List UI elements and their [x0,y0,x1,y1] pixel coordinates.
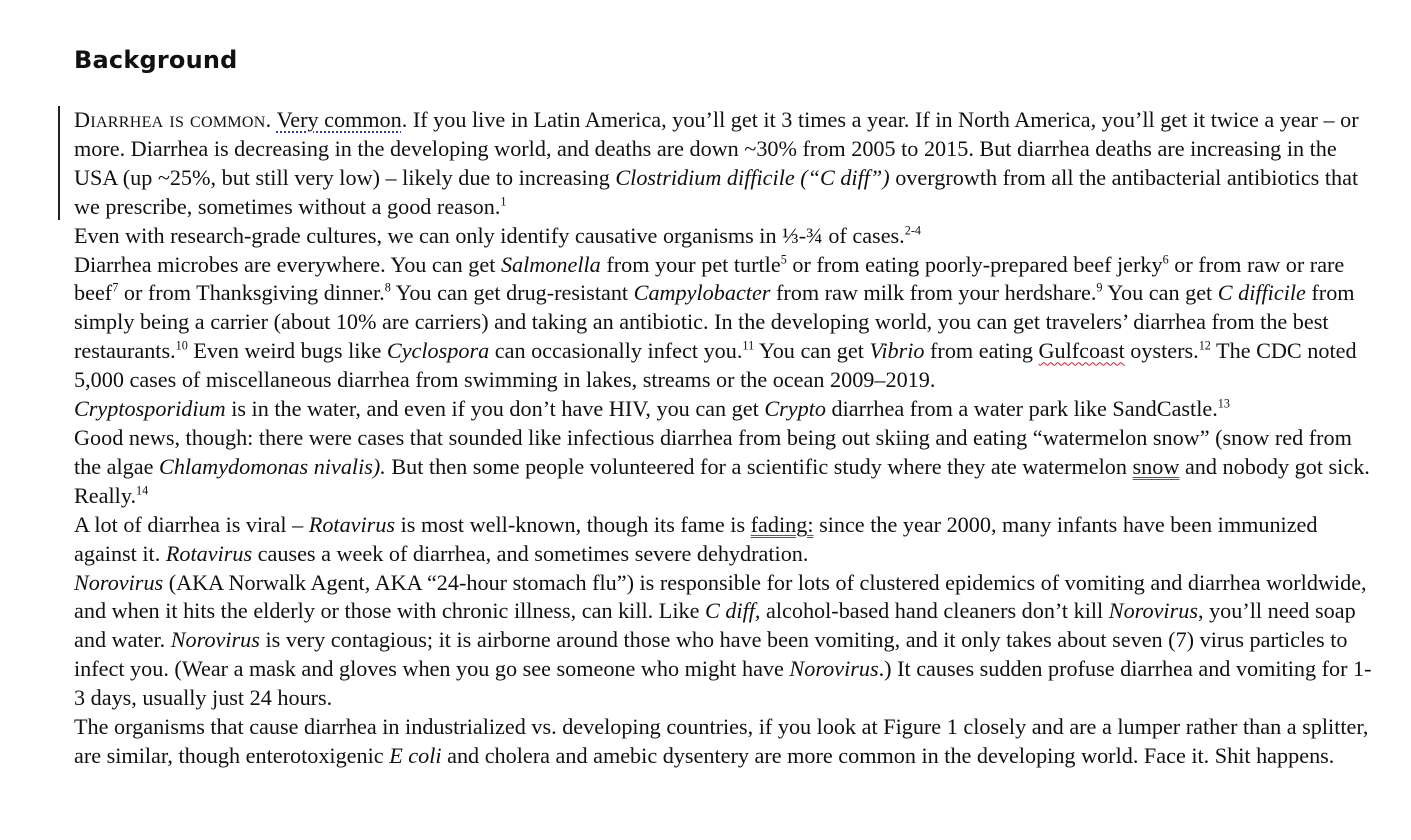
citation-14: 14 [136,483,149,498]
grammar-flag-fading[interactable]: fading: [750,511,814,537]
lead-in-small-caps: Diarrhea is common. [74,107,272,132]
text-run: from simply being a carrier (about 10% are carriers) and taking an antibiotic. In the developing world, you can get travelers’ diarrhea from the best restaurants. [74,280,1355,364]
italic-term: Crypto [764,396,826,422]
text-run: diarrhea from a water park like SandCastle. [825,396,1218,422]
italic-term: Campylobacter [633,280,771,306]
italic-term: Norovirus [789,656,879,682]
text-run: from your pet turtle [600,251,781,277]
citation-2-4: 2-4 [904,223,922,238]
paragraph-diarrhea-common [74,106,1374,222]
text-run: and nobody got sick. Really. [74,453,1370,508]
citation-1: 1 [500,194,507,209]
italic-term: Norovirus [170,627,260,653]
text-run: is very contagious; it is airborne around those who have been vomiting, and it only takes about seven (7) virus particles to infect you. (Wear a mask and gloves when you go see someone who might have [74,627,1348,682]
paragraph-microbes-everywhere [74,251,1374,396]
text-run: (AKA Norwalk Agent, AKA “24-hour stomach flu”) is responsible for lots of clustered epidemics of vomiting and diarrhea worldwide, and when it hits the elderly or those with chronic illness, can kill. Like [74,569,1367,624]
paragraph-watermelon-snow [74,424,1374,511]
paragraph-cryptosporidium [74,395,1374,424]
text-run: . If you live in Latin America, you’ll get it 3 times a year. If in North America, you’ll get it twice a year – or more. Diarrhea is decreasing in the developing world, and deaths are down ~30% from 2005 to 2015. But diarrhea deaths are increasing in the USA (up ~25%, but still very low) – likely due to increasing [74,107,1359,190]
citation-11: 11 [742,338,755,353]
text-run: You can get [754,338,870,364]
citation-13: 13 [1217,396,1230,411]
text-run: from raw milk from your herdshare. [770,280,1097,306]
document-page [74,40,1374,771]
italic-term: Cyclospora [386,338,490,364]
grammar-flag-snow[interactable]: snow [1132,453,1180,479]
text-run: or from raw or rare beef [74,251,1345,306]
text-run: , you’ll need soap and water. [74,598,1356,653]
italic-term: Salmonella [500,251,601,277]
text-run: You can get [1102,280,1218,306]
text-run: since the year 2000, many infants have been immunized against it. [74,511,1318,566]
text-run: Diarrhea microbes are everywhere. You can get [74,251,501,277]
italic-term: Rotavirus [165,540,253,566]
text-run: is most well-known, though its fame is [395,511,751,537]
text-run: or from Thanksgiving dinner. [118,280,385,306]
text-run: and cholera and amebic dysentery are more common in the developing world. Face it. Shit happens. [441,742,1335,768]
paragraph-cultures [74,222,1374,251]
citation-9: 9 [1096,281,1103,296]
paragraph-rotavirus [74,511,1374,569]
italic-term: C difficile [1217,280,1306,306]
text-run: oysters. [1124,338,1199,364]
text-run: Good news, though: there were cases that sounded like infectious diarrhea from being out skiing and eating “watermelon snow” (snow red from the algae [74,424,1352,479]
section-heading: Background [74,46,238,74]
text-run: alcohol-based hand cleaners don’t kill [760,598,1109,624]
text-run: The organisms that cause diarrhea in industrialized vs. developing countries, if you look at Figure 1 closely and are a lumper rather than a splitter, are similar, though enterotoxigenic [74,714,1369,768]
text-run: or from eating poorly-prepared beef jerky [786,251,1163,277]
text-run: The CDC noted 5,000 cases of miscellaneous diarrhea from swimming in lakes, streams or the ocean 2009–2019. [74,338,1357,393]
text-run: Even weird bugs like [187,338,387,364]
citation-7: 7 [112,281,119,296]
text-run: A lot of diarrhea is viral – [74,511,309,537]
italic-term: E coli [389,742,442,768]
change-bar [58,106,60,220]
italic-term: C diff, [704,598,761,624]
document-body [74,106,1374,771]
citation-10: 10 [175,338,188,353]
comment-anchor-very-common[interactable]: Very common [276,107,402,132]
italic-term: Cryptosporidium [74,396,226,422]
italic-term: Norovirus [74,569,164,595]
text-run: overgrowth from all the antibacterial antibiotics that we prescribe, sometimes without a good reason. [74,164,1359,219]
text-run: is in the water, and even if you don’t have HIV, you can get [225,396,765,422]
text-run: can occasionally infect you. [489,338,743,364]
citation-5: 5 [780,252,787,267]
paragraph-norovirus [74,569,1374,714]
italic-term: Vibrio [869,338,925,364]
citation-6: 6 [1162,252,1169,267]
italic-term: Clostridium difficile (“C diff”) [615,164,890,190]
spelling-error-gulfcoast[interactable]: Gulfcoast [1038,338,1125,364]
italic-term: Rotavirus [308,511,396,537]
text-run: But then some people volunteered for a scientific study where they ate watermelon [385,453,1133,479]
text-run: You can get drug-resistant [390,280,634,306]
italic-term: Chlamydomonas nivalis). [159,453,386,479]
italic-term: Norovirus [1108,598,1198,624]
text-run: .) It causes sudden profuse diarrhea and vomiting for 1-3 days, usually just 24 hours. [74,656,1372,711]
text-run: Even with research-grade cultures, we can only identify causative organisms in ⅓-¾ of cases. [74,222,905,248]
paragraph-organisms [74,713,1374,771]
text-run: from eating [924,338,1039,364]
citation-8: 8 [384,281,391,296]
text-run: causes a week of diarrhea, and sometimes severe dehydration. [252,540,809,566]
citation-12: 12 [1198,338,1211,353]
